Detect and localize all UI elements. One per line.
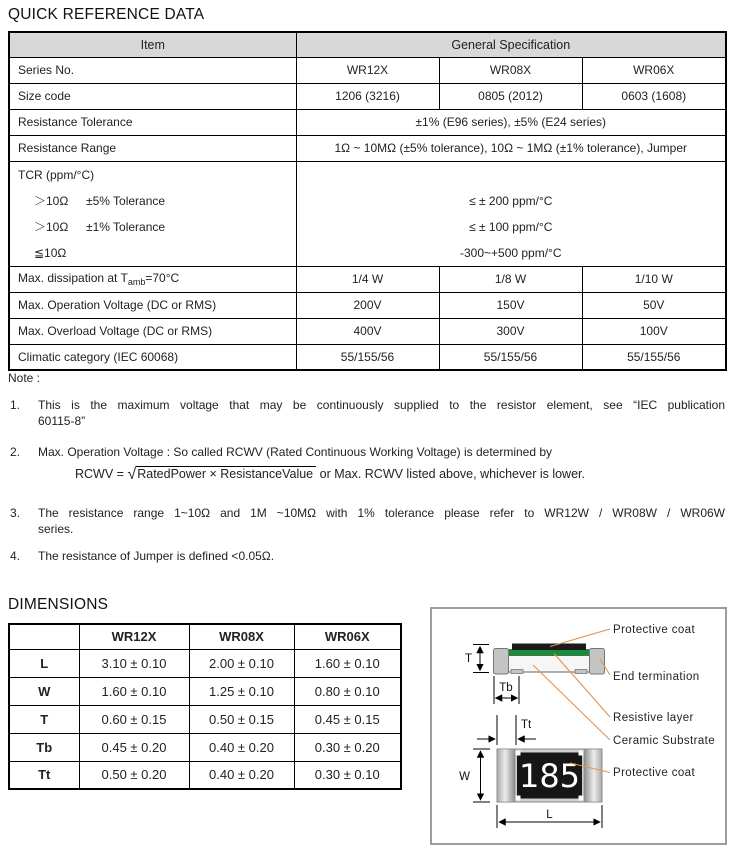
dim-label-W: W — [459, 771, 470, 783]
label-resistive-layer: Resistive layer — [613, 712, 694, 724]
dim-value: 1.60 ± 0.10 — [294, 649, 401, 677]
note-line: The resistance range 1~10Ω and 1M ~10MΩ with 1% tolerance please refer to WR12W / WR08W / WR06W — [38, 506, 725, 520]
qrd-row-label: Series No. — [9, 57, 296, 83]
quick-reference-title: QUICK REFERENCE DATA — [8, 6, 205, 23]
qrd-value: 1/10 W — [582, 266, 726, 292]
qrd-row-tolerance — [9, 109, 726, 135]
qrd-value: 200V — [296, 292, 439, 318]
label-protective-coat-top: Protective coat — [613, 624, 696, 636]
qrd-value: 55/155/56 — [582, 344, 726, 370]
qrd-value: 55/155/56 — [296, 344, 439, 370]
dim-value: 0.40 ± 0.20 — [189, 733, 294, 761]
chip-termination-right — [584, 749, 602, 802]
qrd-value: 0603 (1608) — [582, 83, 726, 109]
tcr-condition: ＞10Ω ±1% Tolerance — [34, 219, 166, 234]
tcr-value: -300~+500 ppm/°C — [459, 245, 562, 260]
dim-value: 1.25 ± 0.10 — [189, 677, 294, 705]
note-line: 60115-8” — [38, 413, 86, 428]
qrd-value: 100V — [582, 318, 726, 344]
corner-mark — [516, 796, 521, 801]
end-termination-right — [590, 649, 605, 675]
qrd-value: 150V — [439, 292, 582, 318]
bottom-electrode-left — [511, 670, 523, 674]
qrd-value: 0805 (2012) — [439, 83, 582, 109]
qrd-value: WR08X — [439, 57, 582, 83]
resistor-construction-diagram — [430, 607, 727, 845]
dim-row-label: Tb — [9, 733, 79, 761]
note-number: 2. — [10, 445, 21, 459]
dim-row-label: L — [9, 649, 79, 677]
dim-value: 1.60 ± 0.10 — [79, 677, 189, 705]
dim-value: 0.50 ± 0.15 — [189, 705, 294, 733]
dim-row-label: Tt — [9, 761, 79, 789]
qrd-row-label: Max. dissipation at $T_{amb}=70^\circ C$ — [9, 266, 296, 292]
notes-heading: Note : — [8, 371, 41, 385]
cross-section-view — [465, 644, 605, 705]
dim-row-Tt — [9, 761, 401, 789]
dim-value: 0.30 ± 0.20 — [294, 733, 401, 761]
dim-row-L — [9, 649, 401, 677]
end-termination-left — [494, 649, 509, 675]
note-number: 1. — [10, 398, 21, 412]
dim-header-blank — [9, 624, 79, 649]
dim-row-T — [9, 705, 401, 733]
top-view — [459, 715, 602, 828]
dimensions-title: DIMENSIONS — [8, 596, 109, 613]
formula-radicand: RatedPower × ResistanceValue — [136, 466, 316, 481]
qrd-value: WR12X — [296, 57, 439, 83]
dim-row-Tb — [9, 733, 401, 761]
corner-mark — [516, 751, 521, 756]
dim-value: 0.80 ± 0.10 — [294, 677, 401, 705]
qrd-row-tcr — [9, 161, 726, 266]
dim-value: 0.30 ± 0.10 — [294, 761, 401, 789]
tcr-value: ≤ ± 200 ppm/°C — [469, 193, 553, 208]
note-line: Max. Operation Voltage : So called RCWV (Rated Continuous Working Voltage) is determined by — [38, 445, 553, 459]
callout-labels — [613, 624, 715, 779]
dim-label-Tt: Tt — [521, 719, 532, 731]
qrd-merged-value: ±1% (E96 series), ±5% (E24 series) — [296, 109, 726, 135]
qrd-row-series — [9, 57, 726, 83]
qrd-row-label: Max. Overload Voltage (DC or RMS) — [9, 318, 296, 344]
label-ceramic-substrate: Ceramic Substrate — [613, 735, 716, 747]
bottom-electrode-right — [575, 670, 587, 674]
tcr-condition: ≦10Ω — [34, 245, 67, 260]
note-item-4 — [8, 549, 727, 565]
corner-mark — [579, 796, 584, 801]
qrd-row-label: Resistance Range — [9, 135, 296, 161]
dim-value: 0.50 ± 0.20 — [79, 761, 189, 789]
qrd-header-item: Item — [9, 32, 296, 57]
dim-header-row — [9, 624, 401, 649]
qrd-row-label: Size code — [9, 83, 296, 109]
qrd-row-label: Climatic category (IEC 60068) — [9, 344, 296, 370]
protective-coat-layer — [512, 644, 586, 651]
note-number: 4. — [10, 549, 21, 563]
dim-row-label: T — [9, 705, 79, 733]
qrd-value: WR06X — [582, 57, 726, 83]
note-item-1 — [8, 398, 727, 429]
qrd-tcr-value-cell — [296, 161, 726, 266]
qrd-row-operation-voltage — [9, 292, 726, 318]
qrd-value: 400V — [296, 318, 439, 344]
qrd-merged-value: 1Ω ~ 10MΩ (±5% tolerance), 10Ω ~ 1MΩ (±1% tolerance), Jumper — [296, 135, 726, 161]
dim-label-Tb: Tb — [499, 682, 513, 694]
qrd-row-label: Resistance Tolerance — [9, 109, 296, 135]
qrd-row-range — [9, 135, 726, 161]
rcwv-formula: RCWV = √RatedPower × ResistanceValue or Max. RCWV listed above, whichever is lower. — [75, 466, 585, 483]
note-item-3 — [8, 506, 727, 537]
qrd-row-overload-voltage — [9, 318, 726, 344]
tcr-value: ≤ ± 100 ppm/°C — [469, 219, 553, 234]
note-item-2 — [8, 445, 727, 461]
qrd-row-dissipation — [9, 266, 726, 292]
qrd-value: 55/155/56 — [439, 344, 582, 370]
tcr-condition: ＞10Ω ±5% Tolerance — [34, 193, 166, 208]
dimensions-table — [8, 623, 402, 790]
qrd-header-row — [9, 32, 726, 57]
dim-value: 0.40 ± 0.20 — [189, 761, 294, 789]
qrd-row-size — [9, 83, 726, 109]
note-line: series. — [38, 521, 74, 536]
note-line: This is the maximum voltage that may be continuously supplied to the resistor element, see “IEC publication — [38, 398, 725, 412]
tcr-title: TCR (ppm/°C) — [18, 167, 95, 182]
qrd-row-label: Max. Operation Voltage (DC or RMS) — [9, 292, 296, 318]
label-end-termination: End termination — [613, 671, 700, 683]
qrd-header-general-spec: General Specification — [296, 32, 726, 57]
dim-header-series: WR12X — [79, 624, 189, 649]
dim-header-series: WR08X — [189, 624, 294, 649]
radical-sign: √ — [127, 466, 137, 483]
dim-label-L: L — [546, 809, 553, 821]
dim-value: 0.60 ± 0.15 — [79, 705, 189, 733]
qrd-tcr-label-cell — [9, 161, 296, 266]
qrd-value: 300V — [439, 318, 582, 344]
qrd-value: 1/8 W — [439, 266, 582, 292]
resistive-layer — [502, 650, 596, 656]
resistor-marking: 185 — [518, 757, 581, 795]
dim-row-W — [9, 677, 401, 705]
qrd-value: 1/4 W — [296, 266, 439, 292]
qrd-value: 1206 (3216) — [296, 83, 439, 109]
dim-value: 2.00 ± 0.10 — [189, 649, 294, 677]
qrd-value: 50V — [582, 292, 726, 318]
dim-value: 3.10 ± 0.10 — [79, 649, 189, 677]
resistor-diagram-svg — [432, 609, 725, 843]
corner-mark — [579, 751, 584, 756]
label-protective-coat-bottom: Protective coat — [613, 767, 696, 779]
chip-termination-left — [497, 749, 515, 802]
note-number: 3. — [10, 506, 21, 520]
dim-label-T: T — [464, 653, 472, 665]
dim-header-series: WR06X — [294, 624, 401, 649]
dim-value: 0.45 ± 0.20 — [79, 733, 189, 761]
dim-value: 0.45 ± 0.15 — [294, 705, 401, 733]
dim-row-label: W — [9, 677, 79, 705]
qrd-row-climatic — [9, 344, 726, 370]
note-line: The resistance of Jumper is defined <0.05Ω. — [38, 549, 275, 563]
quick-reference-table — [8, 31, 727, 371]
